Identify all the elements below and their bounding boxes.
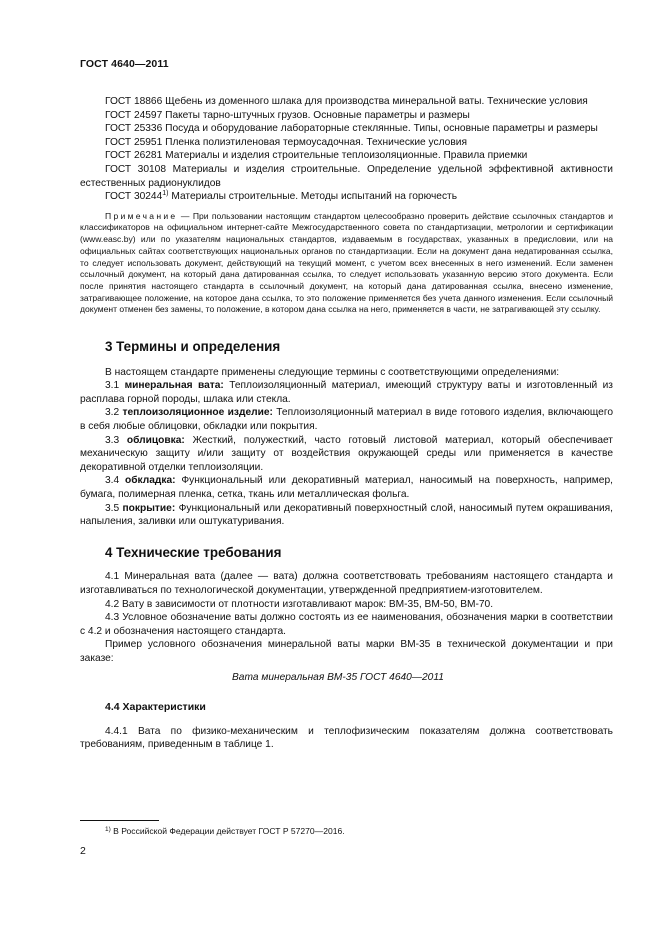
section-4-heading: 4 Технические требования: [105, 544, 282, 560]
reference-item: [80, 190, 613, 204]
footnote-marker: 1): [162, 190, 169, 198]
reference-item: [80, 149, 613, 163]
reference-title: Материалы строительные. Методы испытаний на горючесть: [171, 191, 458, 203]
term-name: облицовка:: [126, 434, 185, 446]
term-name: покрытие:: [122, 502, 176, 514]
page-number: 2: [80, 845, 86, 857]
clause-4-1: 4.1 Минеральная вата (далее — вата) должна соответствовать требованиям настоящего стандарта и изготавливаться по технологической документации, утвержденной предприятием-изготовителем.: [80, 571, 613, 596]
reference-code: ГОСТ 25336: [105, 123, 163, 135]
term-name: теплоизоляционное изделие:: [122, 407, 273, 419]
term-name: обкладка:: [125, 475, 176, 487]
term-entry: [80, 474, 613, 501]
section-3-intro: В настоящем стандарте применены следующие термины с соответствующими определениями:: [105, 366, 560, 378]
normative-references-list: [80, 95, 613, 204]
note-paragraph: [80, 211, 613, 316]
term-number: 3.2: [105, 407, 120, 419]
document-header-code: ГОСТ 4640—2011: [80, 58, 169, 70]
document-body: [80, 95, 613, 752]
designation-example: Вата минеральная ВМ-35 ГОСТ 4640—2011: [232, 671, 444, 683]
term-entry: [80, 379, 613, 406]
reference-title: Материалы и изделия строительные теплоизоляционные. Правила приемки: [165, 150, 528, 162]
footnote-divider: [80, 820, 159, 821]
term-definition: Жесткий, полужесткий, часто готовый листовой материал, который обеспечивает механическую защиту и/или защиту от воздействия окружающей среды или применяется в качестве декоративной отделки теплоизоляции.: [80, 434, 613, 473]
reference-code: ГОСТ 26281: [105, 150, 163, 162]
footnote: [105, 826, 345, 836]
term-definition: Теплоизоляционный материал в виде готового изделия, включающего в себя любые облицовки, обкладки или покрытия.: [80, 407, 613, 433]
term-number: 3.3: [105, 434, 120, 446]
section-3-heading: 3 Термины и определения: [105, 339, 281, 355]
term-definition: Функциональный или декоративный поверхностный слой, наносимый путем окрашивания, напыления, заливки или оштукатуривания.: [80, 502, 613, 528]
term-number: 3.1: [105, 380, 120, 392]
clause-4-2: 4.2 Вату в зависимости от плотности изготавливают марок: ВМ-35, ВМ-50, ВМ-70.: [105, 598, 494, 610]
reference-title: Щебень из доменного шлака для производства минеральной ваты. Технические условия: [165, 96, 588, 107]
reference-title: Посуда и оборудование лабораторные стеклянные. Типы, основные параметры и размеры: [165, 123, 598, 135]
reference-code: ГОСТ 24597: [105, 109, 163, 121]
reference-item: [80, 136, 613, 150]
term-name: минеральная вата:: [124, 380, 224, 392]
footnote-text: В Российской Федерации действует ГОСТ Р 57270—2016.: [113, 826, 345, 836]
subsection-4-4-heading: 4.4 Характеристики: [105, 701, 206, 714]
term-definition: Теплоизоляционный материал, имеющий структуру ваты и изготовленный из расплава горной породы, шлака или стекла.: [80, 380, 613, 405]
reference-code: ГОСТ 25951: [105, 136, 163, 148]
reference-item: [80, 163, 613, 190]
reference-title: Пленка полиэтиленовая термоусадочная. Технические условия: [165, 136, 467, 148]
reference-item: [80, 109, 613, 123]
reference-code: ГОСТ 18866: [105, 96, 163, 107]
term-number: 3.4: [105, 475, 120, 487]
reference-title: Пакеты тарно-штучных грузов. Основные параметры и размеры: [165, 109, 470, 121]
reference-item: [80, 122, 613, 136]
reference-code: ГОСТ 30108: [105, 163, 166, 175]
term-entry: [80, 434, 613, 475]
reference-code: ГОСТ 30244: [105, 191, 163, 203]
reference-item: [80, 95, 613, 109]
footnote-mark: 1): [105, 826, 111, 833]
term-number: 3.5: [105, 502, 120, 514]
clause-4-4-1: 4.4.1 Вата по физико-механическим и теплофизическим показателям должна соответствовать требованиям, приведенным в таблице 1.: [80, 725, 613, 751]
term-entry: [80, 406, 613, 433]
term-entry: [80, 502, 613, 529]
term-definition: Функциональный или декоративный материал, наносимый на поверхность, например, бумага, полимерная пленка, сетка, ткань или металлическая фольга.: [80, 475, 613, 501]
example-intro: Пример условного обозначения минеральной ваты марки ВМ-35 в технической документации и при заказе:: [80, 639, 613, 664]
note-text: — При пользовании настоящим стандартом целесообразно проверить действие ссылочных стандартов и классификаторов на официальном интернет-сайте Межгосударственного совета по стандартизации, метрологии и сертификации (www.easc.by) или по указателям национальных стандартов, издаваемым в государствах, указанных в предисловии, или на официальных сайтах соответствующих национальных органов по стандартизации. Если на документ дана недатированная ссылка, то следует использовать документ, действующий на текущий момент, с учетом всех внесенных в него изменений. Если заменен ссылочный документ, на который дана датированная ссылка, то следует использовать указанную версию этого документа. Если после принятия настоящего стандарта в ссылочный документ, на который дана датированная ссылка, внесено изменение, затрагивающее положение, на которое дана ссылка, то это положение применяется без учета данного изменения. Если ссылочный документ отменен без замены, то положение, в котором дана ссылка на него, применяется в части, не затрагивающей эту ссылку.: [80, 210, 614, 315]
note-label: Примечание: [105, 210, 178, 221]
clause-4-3: 4.3 Условное обозначение ваты должно состоять из ее наименования, обозначения марки в соответствии с 4.2 и обозначения настоящего стандарта.: [80, 612, 613, 637]
reference-title: Материалы и изделия строительные. Определение удельной эффективной активности естественных радионуклидов: [80, 163, 613, 189]
